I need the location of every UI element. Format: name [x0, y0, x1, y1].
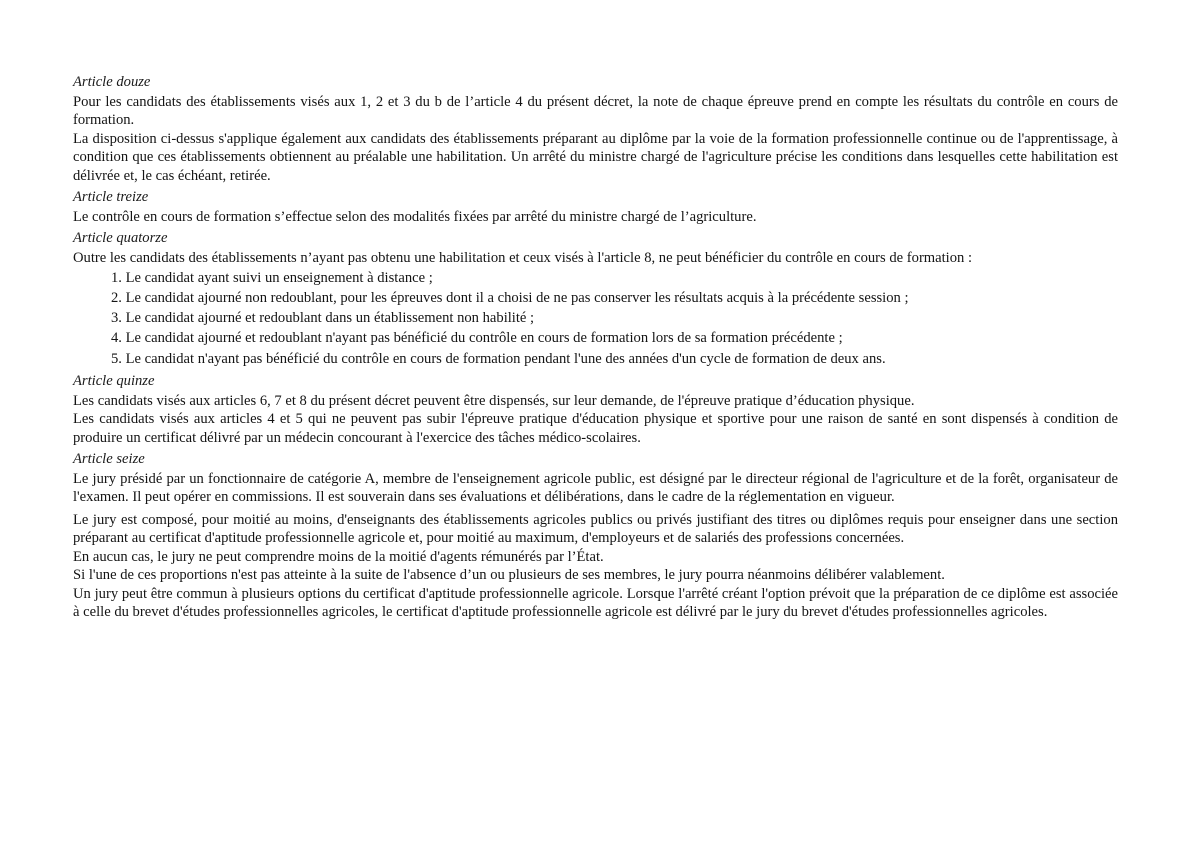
list-item: 1. Le candidat ayant suivi un enseignement à distance ; [111, 269, 433, 286]
condition-list [73, 268, 1118, 369]
article-paragraph: Pour les candidats des établissements visés aux 1, 2 et 3 du b de l’article 4 du présent décret, la note de chaque épreuve prend en compte les résultats du contrôle en cours de formation. [73, 94, 1118, 129]
list-item: 5. Le candidat n'ayant pas bénéficié du contrôle en cours de formation pendant l'une des années d'un cycle de formation de deux ans. [111, 350, 886, 367]
article-paragraph: Un jury peut être commun à plusieurs options du certificat d'aptitude professionnelle agricole. Lorsque l'arrêté créant l'option prévoit que la préparation de ce diplôme est associée à celle du brevet d'études professionnelles agricoles, le certificat d'aptitude professionnelle agricole est délivré par le jury du brevet d'études professionnelles agricoles. [73, 585, 1118, 620]
article-paragraph: Le contrôle en cours de formation s’effectue selon des modalités fixées par arrêté du ministre chargé de l’agriculture. [73, 209, 757, 226]
article-quinze [73, 369, 1118, 447]
article-seize [73, 447, 1118, 621]
article-paragraph: Le jury présidé par un fonctionnaire de catégorie A, membre de l'enseignement agricole public, est désigné par le directeur régional de l'agriculture et de la forêt, organisateur de l'examen. Il peut opérer en commissions. Il est souverain dans ses évaluations et délibérations, dans le cadre de la réglementation en vigueur. [73, 471, 1118, 506]
article-treize [73, 185, 1118, 226]
article-paragraph: Si l'une de ces proportions n'est pas atteinte à la suite de l'absence d’un ou plusieurs de ses membres, le jury pourra néanmoins délibérer valablement. [73, 567, 945, 584]
article-paragraph: En aucun cas, le jury ne peut comprendre moins de la moitié d'agents rémunérés par l’État. [73, 548, 604, 565]
article-heading: Article quinze [73, 372, 155, 389]
list-item: 3. Le candidat ajourné et redoublant dans un établissement non habilité ; [111, 310, 535, 327]
article-douze [73, 70, 1118, 185]
article-paragraph: Le jury est composé, pour moitié au moins, d'enseignants des établissements agricoles publics ou privés justifiant des titres ou diplômes requis pour enseigner dans une section préparant au certificat d'aptitude professionnelle agricole et, pour moitié au maximum, d'employeurs et de salariés des professions concernées. [73, 511, 1118, 547]
list-item: 4. Le candidat ajourné et redoublant n'ayant pas bénéficié du contrôle en cours de formation lors de sa formation précédente ; [111, 330, 843, 347]
article-heading: Article douze [73, 74, 151, 90]
article-paragraph: Les candidats visés aux articles 6, 7 et 8 du présent décret peuvent être dispensés, sur leur demande, de l'épreuve pratique d’éducation physique. [73, 392, 915, 409]
article-heading: Article quatorze [73, 230, 168, 247]
article-heading: Article treize [73, 189, 149, 206]
article-paragraph: La disposition ci-dessus s'applique également aux candidats des établissements préparant au diplôme par la voie de la formation professionnelle continue ou de l'apprentissage, à condition que ces établissements obtiennent au préalable une habilitation. Un arrêté du ministre chargé de l'agriculture précise les conditions dans lesquelles cette habilitation est délivrée et, le cas échéant, retirée. [73, 130, 1118, 184]
article-heading: Article seize [73, 451, 145, 468]
document-page [73, 70, 1118, 621]
list-item: 2. Le candidat ajourné non redoublant, pour les épreuves dont il a choisi de ne pas conserver les résultats acquis à la précédente session ; [111, 290, 909, 307]
article-intro: Outre les candidats des établissements n’ayant pas obtenu une habilitation et ceux visés à l'article 8, ne peut bénéficier du contrôle en cours de formation : [73, 250, 973, 267]
article-quatorze [73, 226, 1118, 368]
article-paragraph: Les candidats visés aux articles 4 et 5 qui ne peuvent pas subir l'épreuve pratique d'éducation physique et sportive pour une raison de santé en sont dispensés à condition de produire un certificat délivré par un médecin concourant à l'exercice des tâches médico-scolaires. [73, 411, 1118, 446]
